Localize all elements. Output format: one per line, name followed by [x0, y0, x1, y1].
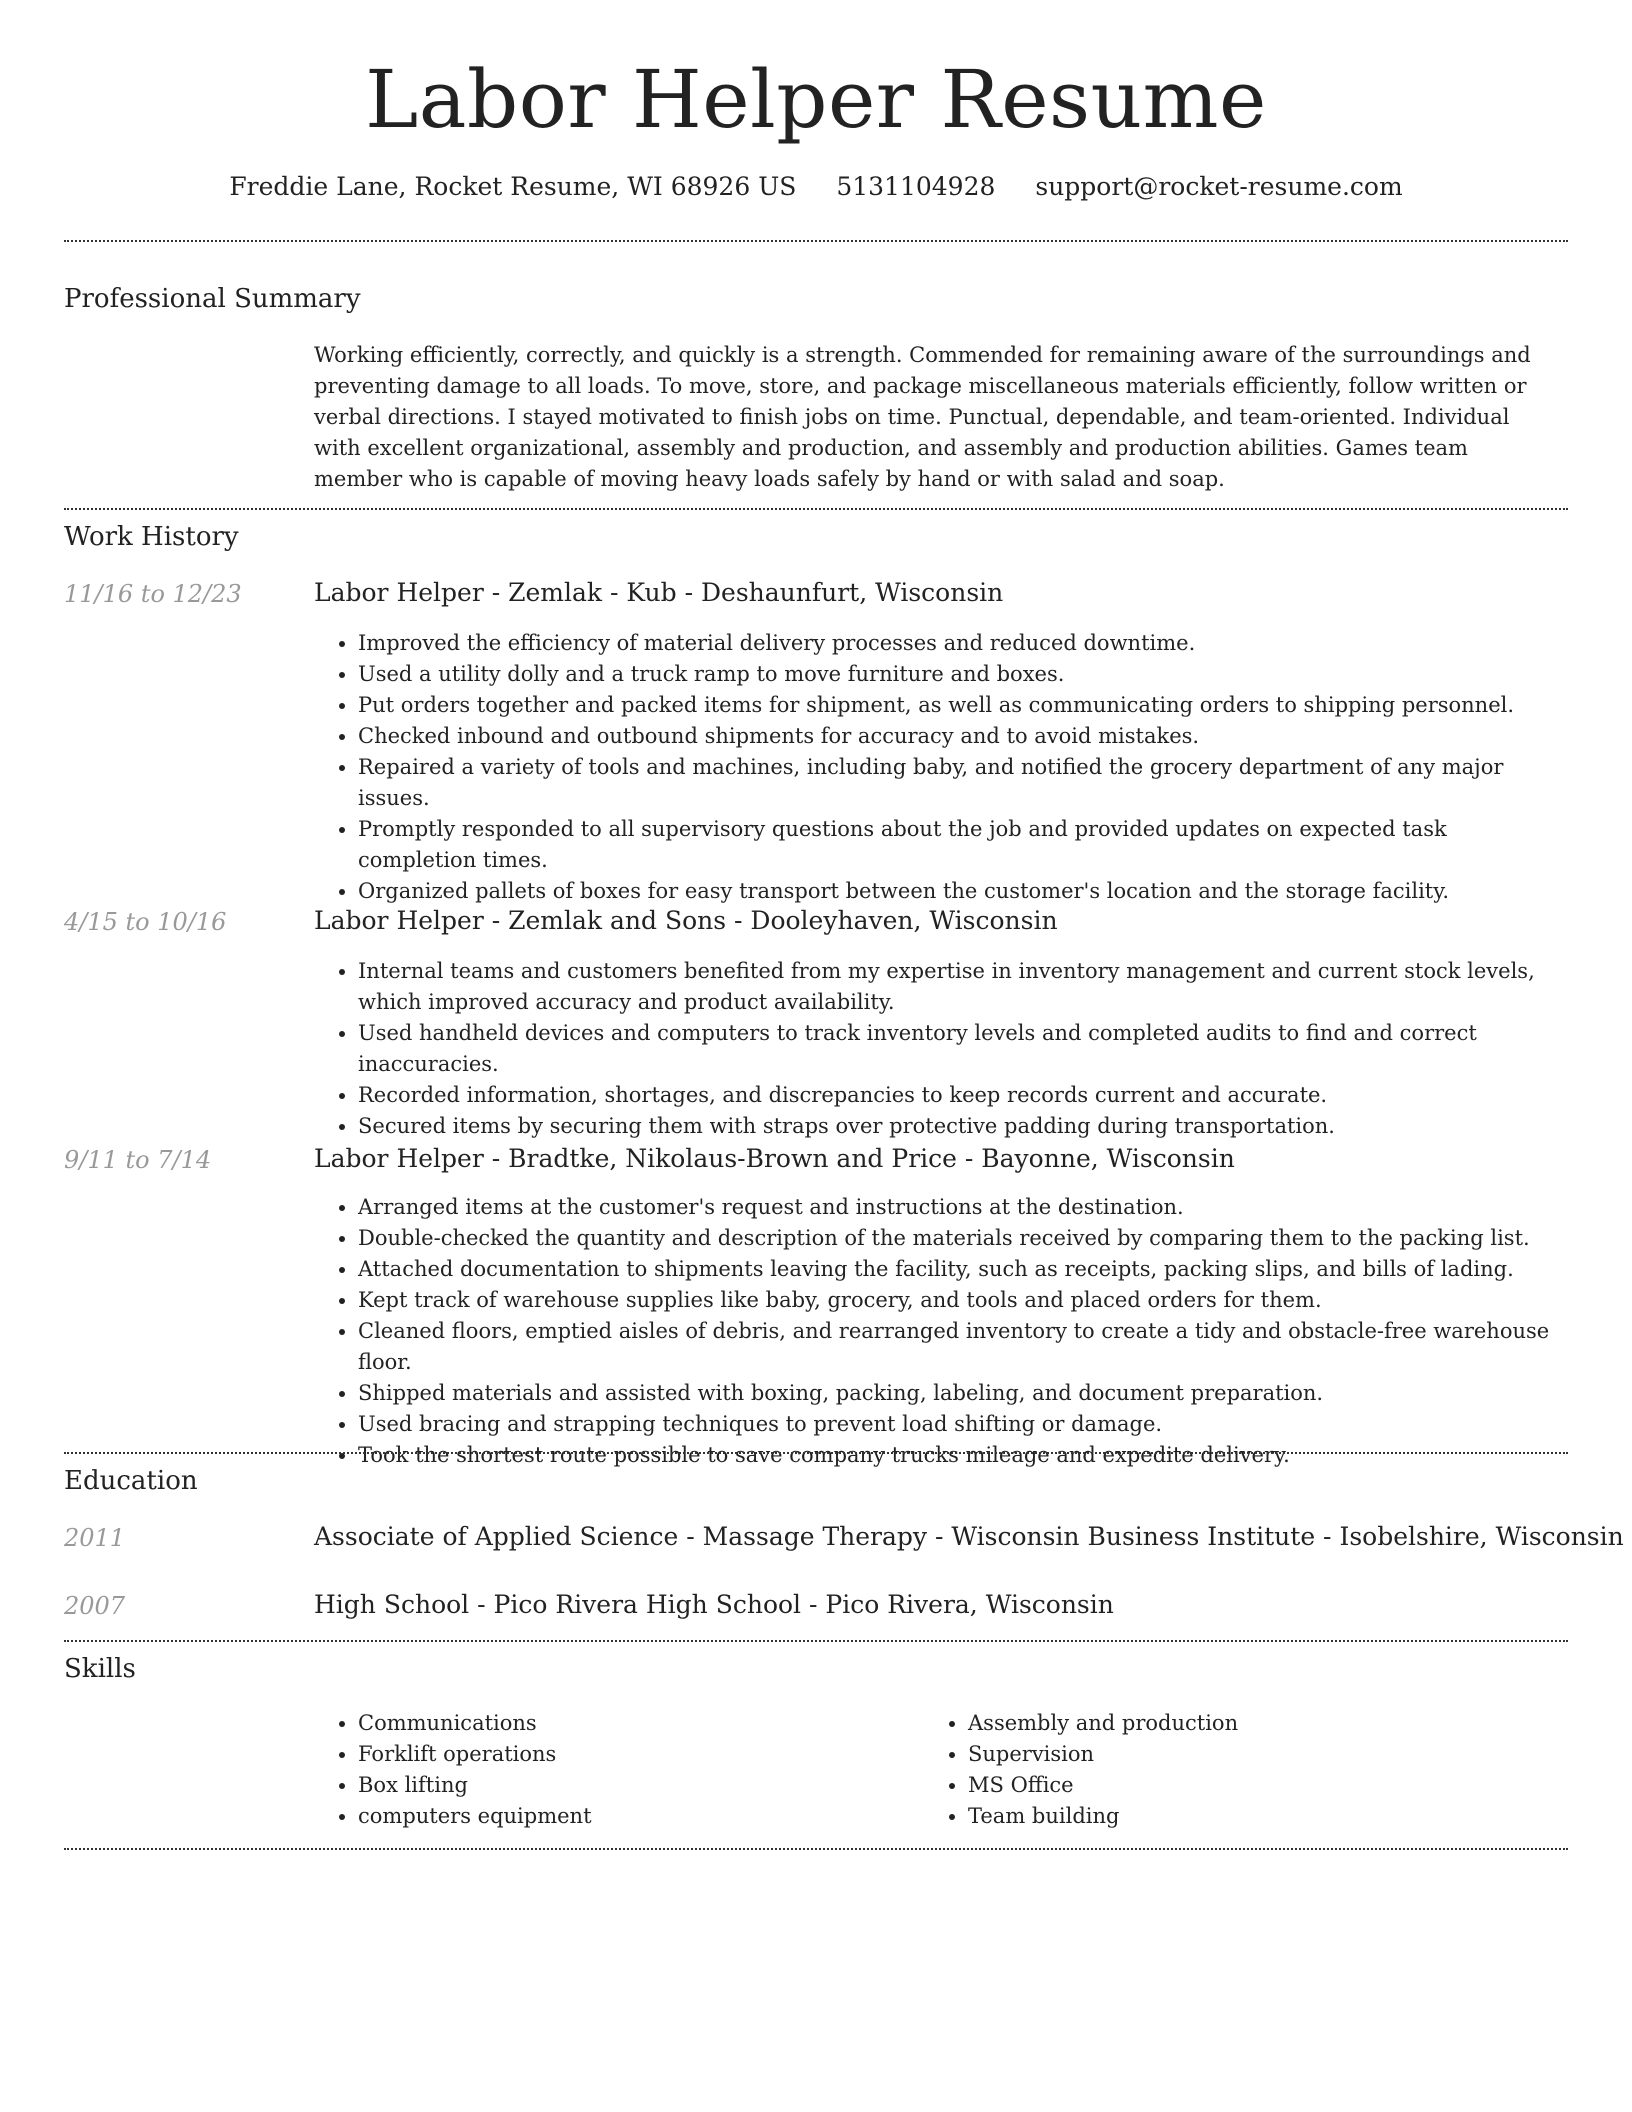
job-bullets [314, 956, 1564, 1142]
job-title: Labor Helper - Bradtke, Nikolaus-Brown and Price - Bayonne, Wisconsin [314, 1144, 1235, 1173]
education-title: Associate of Applied Science - Massage Therapy - Wisconsin Business Institute - Isobelshire, Wisconsin [314, 1522, 1624, 1551]
list-item: • Cleaned floors, emptied aisles of debris, and rearranged inventory to create a tidy and obstacle-free warehouse floor. [358, 1316, 1564, 1378]
list-item: • Repaired a variety of tools and machines, including baby, and notified the grocery department of any major issues. [358, 752, 1564, 814]
section-divider [64, 1848, 1568, 1850]
list-item: • Secured items by securing them with straps over protective padding during transportation. [358, 1111, 1564, 1142]
job-bullets [314, 1192, 1564, 1471]
job-dates: 9/11 to 7/14 [64, 1146, 212, 1174]
list-item: • Checked inbound and outbound shipments for accuracy and to avoid mistakes. [358, 721, 1564, 752]
list-item: • Used bracing and strapping techniques to prevent load shifting or damage. [358, 1409, 1564, 1440]
list-item: • Put orders together and packed items for shipment, as well as communicating orders to shipping personnel. [358, 690, 1564, 721]
contact-address: Freddie Lane, Rocket Resume, WI 68926 US [229, 172, 797, 201]
skills-list-left [314, 1708, 874, 1832]
list-item: • Shipped materials and assisted with boxing, packing, labeling, and document preparation. [358, 1378, 1564, 1409]
list-item: • Internal teams and customers benefited from my expertise in inventory management and current stock levels, which improved accuracy and product availability. [358, 956, 1564, 1018]
list-item: • Arranged items at the customer's request and instructions at the destination. [358, 1192, 1564, 1223]
resume-title: Labor Helper Resume [365, 53, 1267, 146]
job-title: Labor Helper - Zemlak and Sons - Dooleyhaven, Wisconsin [314, 906, 1058, 935]
list-item: • Double-checked the quantity and description of the materials received by comparing them to the packing list. [358, 1223, 1564, 1254]
section-title-education: Education [64, 1466, 198, 1496]
section-title-work: Work History [64, 522, 239, 552]
contact-email: support@rocket-resume.com [1035, 172, 1403, 201]
section-divider [64, 240, 1568, 242]
summary-text: Working efficiently, correctly, and quickly is a strength. Commended for remaining aware of the surroundings and preventing damage to all loads. To move, store, and package miscellaneous materials efficiently, follow written or verbal directions. I stayed motivated to finish jobs on time. Punctual, dependable, and team-oriented. Individual with excellent organizational, assembly and production, and assembly and production abilities. Games team member who is capable of moving heavy loads safely by hand or with salad and soap. [314, 343, 1531, 491]
skill-item: • Assembly and production [968, 1708, 1484, 1739]
list-item: • Attached documentation to shipments leaving the facility, such as receipts, packing slips, and bills of lading. [358, 1254, 1564, 1285]
skill-item: • Communications [358, 1708, 874, 1739]
list-item: • Kept track of warehouse supplies like baby, grocery, and tools and placed orders for them. [358, 1285, 1564, 1316]
education-title: High School - Pico Rivera High School - Pico Rivera, Wisconsin [314, 1590, 1114, 1619]
skill-item: • Supervision [968, 1739, 1484, 1770]
skill-item: • Box lifting [358, 1770, 874, 1801]
job-bullets [314, 628, 1564, 907]
section-title-skills: Skills [64, 1654, 136, 1684]
section-divider [64, 1640, 1568, 1642]
job-dates: 11/16 to 12/23 [64, 580, 242, 608]
list-item: • Used handheld devices and computers to track inventory levels and completed audits to find and correct inaccuracies. [358, 1018, 1564, 1080]
education-year: 2007 [64, 1592, 126, 1620]
job-dates: 4/15 to 10/16 [64, 908, 227, 936]
contact-phone: 5131104928 [836, 172, 996, 201]
section-divider [64, 508, 1568, 510]
skill-item: • MS Office [968, 1770, 1484, 1801]
job-title: Labor Helper - Zemlak - Kub - Deshaunfurt, Wisconsin [314, 578, 1004, 607]
section-title-summary: Professional Summary [64, 284, 361, 314]
skill-item: • Team building [968, 1801, 1484, 1832]
education-year: 2011 [64, 1524, 126, 1552]
contact-line [0, 170, 1632, 204]
section-divider [64, 1452, 1568, 1454]
skill-item: • Forklift operations [358, 1739, 874, 1770]
list-item: • Improved the efficiency of material delivery processes and reduced downtime. [358, 628, 1564, 659]
list-item: • Used a utility dolly and a truck ramp to move furniture and boxes. [358, 659, 1564, 690]
list-item: • Recorded information, shortages, and discrepancies to keep records current and accurate. [358, 1080, 1564, 1111]
list-item: • Organized pallets of boxes for easy transport between the customer's location and the storage facility. [358, 876, 1564, 907]
list-item: • Took the shortest route possible to save company trucks mileage and expedite delivery. [358, 1440, 1564, 1471]
skill-item: • computers equipment [358, 1801, 874, 1832]
list-item: • Promptly responded to all supervisory questions about the job and provided updates on expected task completion times. [358, 814, 1564, 876]
skills-list-right [924, 1708, 1484, 1832]
